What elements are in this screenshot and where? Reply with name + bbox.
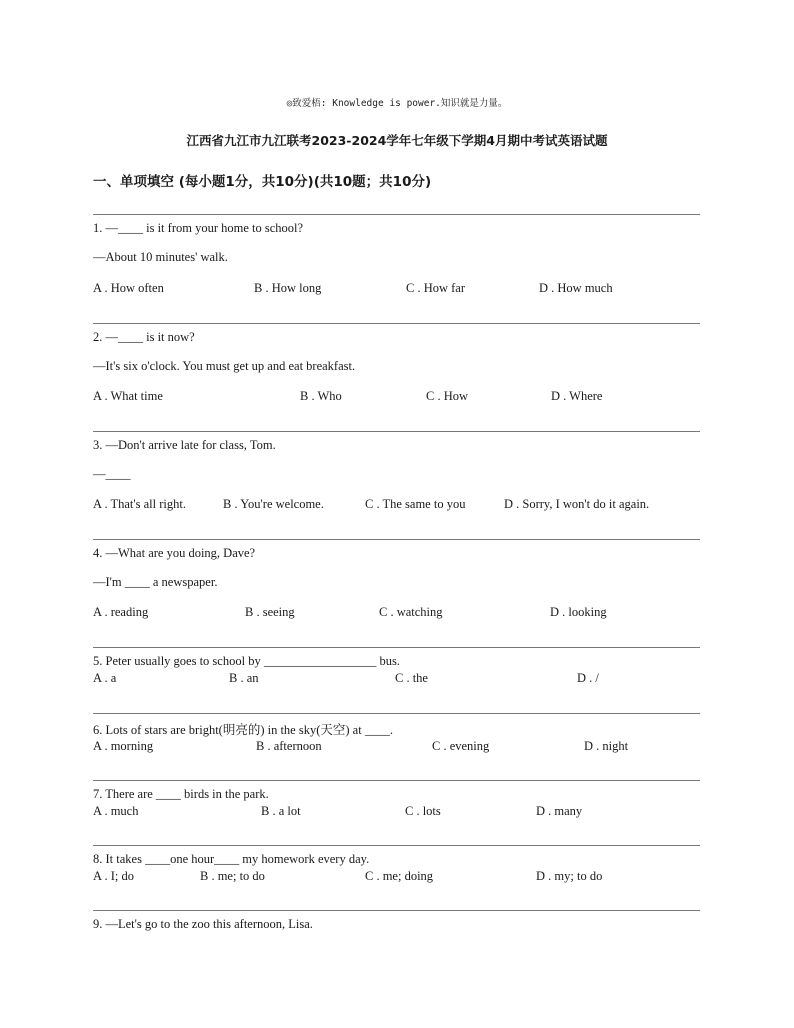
question-6-option-a[interactable]: A . morning [93, 739, 154, 753]
question-1-option-a[interactable]: A . How often [93, 281, 164, 295]
question-2-option-b[interactable]: B . Who [300, 389, 342, 403]
question-1-option-c[interactable]: C . How far [406, 281, 466, 295]
question-6-stem: 6. Lots of stars are bright(明亮的) in the sky(天空) at ____. [93, 723, 393, 737]
question-6-option-b[interactable]: B . afternoon [256, 739, 322, 753]
question-4-option-a[interactable]: A . reading [93, 605, 149, 619]
question-8-option-c[interactable]: C . me; doing [365, 869, 434, 883]
question-2-stem: 2. —____ is it now? [93, 330, 195, 344]
question-3-option-a[interactable]: A . That's all right. [93, 497, 186, 511]
question-7-option-a[interactable]: A . much [93, 804, 139, 818]
question-5-option-d[interactable]: D . / [577, 671, 599, 685]
question-4-stem: 4. —What are you doing, Dave? [93, 546, 256, 560]
question-4-response: —I'm ____ a newspaper. [93, 575, 218, 589]
question-divider [93, 713, 700, 714]
question-1-response: —About 10 minutes' walk. [93, 250, 228, 264]
header-motto: ◎致爱梧: Knowledge is power.知识就是力量。 [286, 98, 508, 109]
question-3-stem: 3. —Don't arrive late for class, Tom. [93, 438, 276, 452]
question-7-option-b[interactable]: B . a lot [261, 804, 301, 818]
question-8-option-a[interactable]: A . I; do [93, 869, 134, 883]
question-2-option-c[interactable]: C . How [426, 389, 469, 403]
question-1-option-b[interactable]: B . How long [254, 281, 322, 295]
question-3-response: —____ [93, 467, 131, 481]
question-6-option-c[interactable]: C . evening [432, 739, 490, 753]
question-divider [93, 780, 700, 781]
question-5-option-c[interactable]: C . the [395, 671, 428, 685]
question-8-option-b[interactable]: B . me; to do [200, 869, 265, 883]
question-divider [93, 647, 700, 648]
question-5-option-a[interactable]: A . a [93, 671, 117, 685]
question-3-option-c[interactable]: C . The same to you [365, 497, 466, 511]
question-2-option-a[interactable]: A . What time [93, 389, 163, 403]
question-9-stem: 9. —Let's go to the zoo this afternoon, Lisa. [93, 917, 313, 931]
question-divider [93, 323, 700, 324]
question-8-option-d[interactable]: D . my; to do [536, 869, 603, 883]
question-2-option-d[interactable]: D . Where [551, 389, 603, 403]
question-divider [93, 539, 700, 540]
question-2-response: —It's six o'clock. You must get up and eat breakfast. [93, 359, 356, 373]
question-3-option-d[interactable]: D . Sorry, I won't do it again. [504, 497, 650, 511]
question-4-option-b[interactable]: B . seeing [245, 605, 295, 619]
question-divider [93, 910, 700, 911]
question-7-option-c[interactable]: C . lots [405, 804, 441, 818]
section-heading: 一、单项填空 (每小题1分，共10分)(共10题；共10分) [93, 174, 432, 190]
question-6-option-d[interactable]: D . night [584, 739, 629, 753]
question-7-option-d[interactable]: D . many [536, 804, 583, 818]
question-8-stem: 8. It takes ____one hour____ my homework every day. [93, 852, 370, 866]
question-3-option-b[interactable]: B . You're welcome. [223, 497, 324, 511]
question-divider [93, 214, 700, 215]
question-7-stem: 7. There are ____ birds in the park. [93, 787, 269, 801]
question-divider [93, 431, 700, 432]
question-4-option-c[interactable]: C . watching [379, 605, 443, 619]
question-5-stem: 5. Peter usually goes to school by __________________ bus. [93, 654, 400, 668]
question-5-option-b[interactable]: B . an [229, 671, 259, 685]
question-1-stem: 1. —____ is it from your home to school? [93, 221, 304, 235]
exam-title: 江西省九江市九江联考2023-2024学年七年级下学期4月期中考试英语试题 [186, 133, 608, 148]
question-divider [93, 845, 700, 846]
question-1-option-d[interactable]: D . How much [539, 281, 613, 295]
question-4-option-d[interactable]: D . looking [550, 605, 607, 619]
